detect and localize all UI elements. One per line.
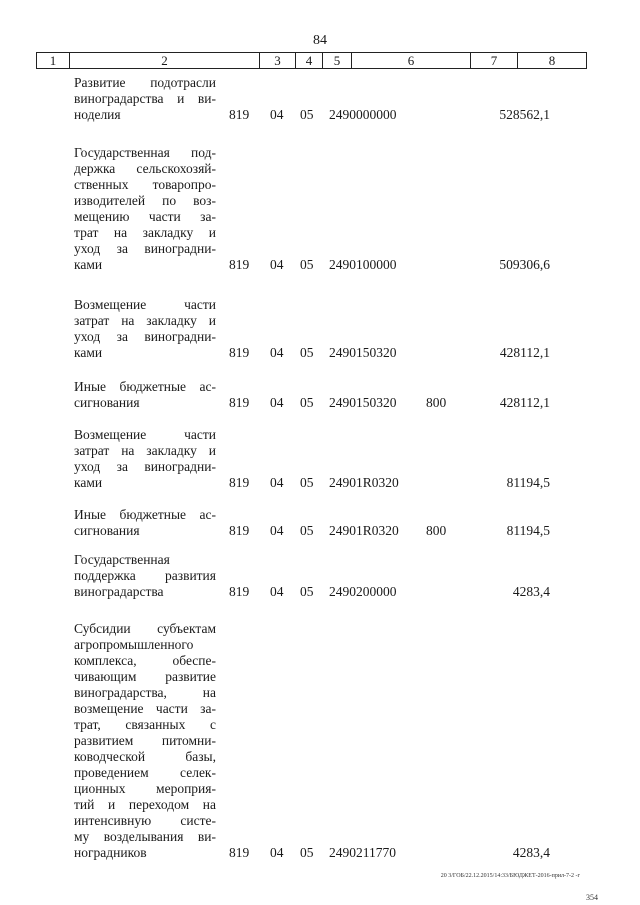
header-col-3: 3 (260, 53, 296, 68)
page-number: 84 (313, 33, 327, 48)
row-c3: 819 (229, 523, 250, 538)
row-c5: 05 (300, 475, 314, 490)
row-c8: 428112,1 (499, 395, 550, 410)
header-col-4: 4 (296, 53, 323, 68)
row-c4: 04 (270, 845, 284, 860)
row-c6: 2490150320 (329, 345, 397, 360)
header-col-1: 1 (37, 53, 70, 68)
row-c8: 428112,1 (499, 345, 550, 360)
row-c5: 05 (300, 584, 314, 599)
row-c5: 05 (300, 345, 314, 360)
header-col-2: 2 (70, 53, 260, 68)
row-c3: 819 (229, 845, 250, 860)
row-name: Государственная поддержка развития виноградарства (74, 552, 216, 599)
row-c5: 05 (300, 257, 314, 272)
row-c5: 05 (300, 523, 314, 538)
row-name: Развитие подотрасли виноградарства и ви- ноделия (74, 75, 216, 122)
row-c8: 509306,6 (499, 257, 550, 272)
table-row (0, 427, 640, 491)
row-c3: 819 (229, 584, 250, 599)
footer-stamp: 20 3/ГОБ/22.12.2015/14:33/БЮДЖЕТ-2016-прил-7-2 -г (440, 873, 580, 879)
row-c8: 4283,4 (512, 584, 550, 599)
row-c6: 2490150320 (329, 395, 397, 410)
row-c3: 819 (229, 257, 250, 272)
row-c6: 2490000000 (329, 107, 397, 122)
row-c4: 04 (270, 523, 284, 538)
row-name: Государственная под- держка сельскохозяй- ственных товаропро- изводителей по воз- мещению части за- трат на закладку и уход за виноградни- ками (74, 145, 216, 272)
row-c4: 04 (270, 584, 284, 599)
table-row (0, 552, 640, 600)
row-c5: 05 (300, 107, 314, 122)
row-c4: 04 (270, 475, 284, 490)
row-c4: 04 (270, 395, 284, 410)
row-c3: 819 (229, 475, 250, 490)
row-c8: 81194,5 (506, 475, 550, 490)
row-c6: 2490100000 (329, 257, 397, 272)
table-row (0, 621, 640, 861)
row-name: Иные бюджетные ас- сигнования (74, 379, 216, 410)
row-c4: 04 (270, 257, 284, 272)
corner-mark: 354 (586, 893, 598, 902)
row-c6: 24901R0320 (329, 475, 399, 490)
row-c4: 04 (270, 107, 284, 122)
row-c6: 24901R0320 (329, 523, 399, 538)
row-c3: 819 (229, 107, 250, 122)
row-c6: 2490211770 (329, 845, 396, 860)
row-c8: 81194,5 (506, 523, 550, 538)
row-c3: 819 (229, 345, 250, 360)
row-c4: 04 (270, 345, 284, 360)
header-col-8: 8 (548, 53, 556, 68)
header-col-6: 6 (352, 53, 471, 68)
row-name: Возмещение части затрат на закладку и уход за виноградни- ками (74, 427, 216, 490)
table-row (0, 379, 640, 411)
row-c8: 528562,1 (499, 107, 550, 122)
header-col-5: 5 (323, 53, 352, 68)
row-c6: 2490200000 (329, 584, 397, 599)
row-name: Иные бюджетные ас- сигнования (74, 507, 216, 538)
table-header (36, 52, 587, 69)
table-row (0, 145, 640, 273)
table-row (0, 75, 640, 123)
row-c5: 05 (300, 395, 314, 410)
header-col-7: 7 (471, 53, 518, 68)
row-name: Субсидии субъектам агропромышленного комплекса, обеспе- чивающим развитие виноградарства, на возмещение части за- трат, связанных с развитием питомни- ководческой базы, проведением селек- ционных мероприя- тий и переходом на интенсивную систе- му возделывания ви- ноградников (74, 621, 216, 860)
row-c3: 819 (229, 395, 250, 410)
row-c7: 800 (426, 523, 447, 538)
row-c7: 800 (426, 395, 447, 410)
row-c8: 4283,4 (512, 845, 550, 860)
row-c5: 05 (300, 845, 314, 860)
table-row (0, 507, 640, 539)
table-row (0, 297, 640, 361)
row-name: Возмещение части затрат на закладку и уход за виноградни- ками (74, 297, 216, 360)
